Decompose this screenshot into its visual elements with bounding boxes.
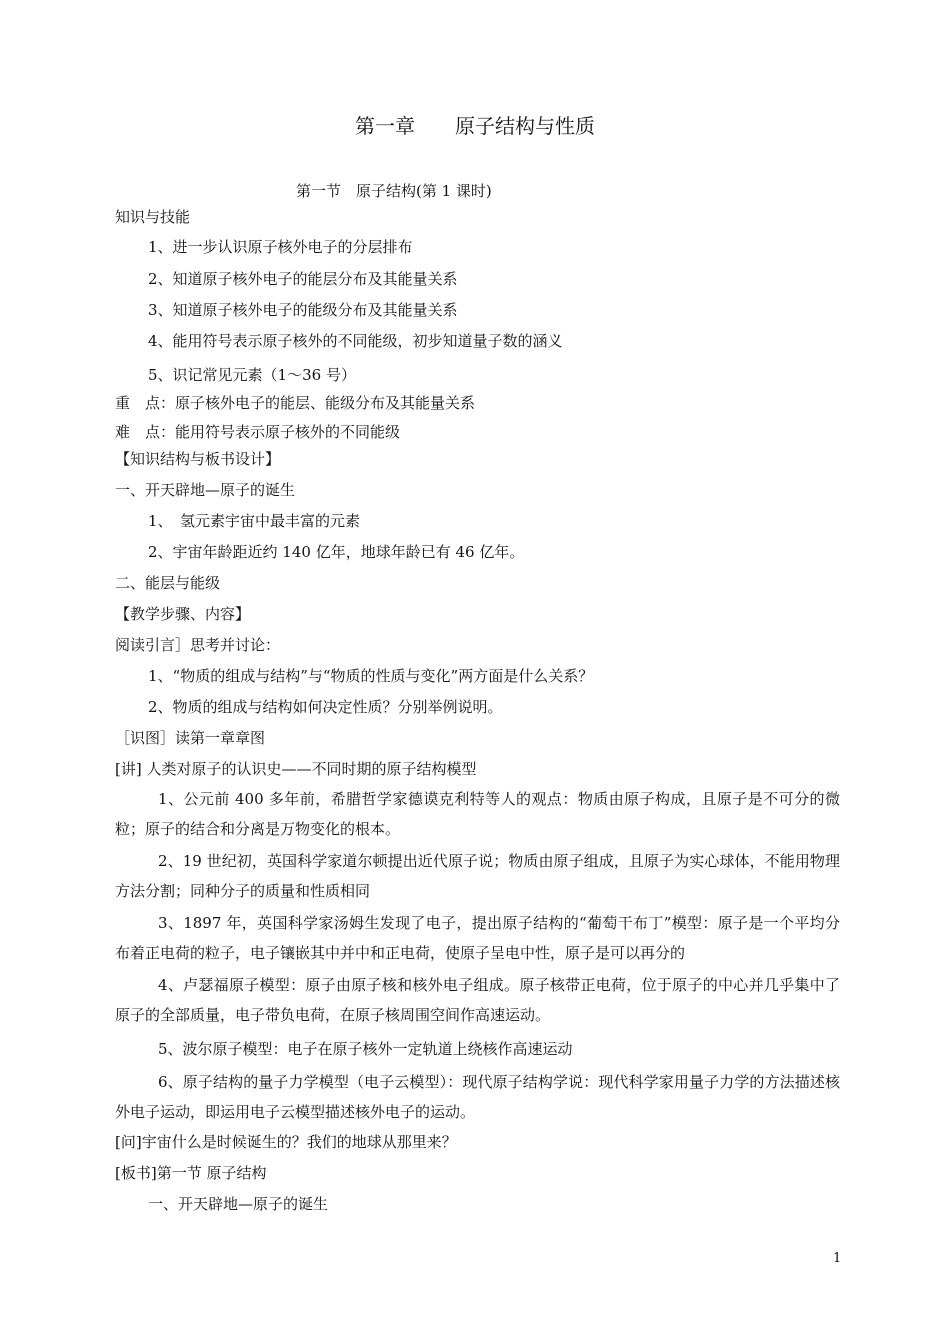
objective-item: 3、知道原子核外电子的能级分布及其能量关系 xyxy=(148,301,458,319)
part2-title: 二、能层与能级 xyxy=(115,574,221,592)
teaching-heading: 【教学步骤、内容】 xyxy=(115,605,251,623)
reading-intro: 阅读引言］思考并讨论： xyxy=(115,636,281,654)
question-line: [问]宇宙什么是时候诞生的？我们的地球从那里来？ xyxy=(115,1133,457,1151)
part1-item: 1、 氢元素宇宙中最丰富的元素 xyxy=(148,512,361,530)
objective-item: 4、能用符号表示原子核外的不同能级，初步知道量子数的涵义 xyxy=(148,332,563,350)
board-item: 一、开天辟地—原子的诞生 xyxy=(148,1195,329,1213)
difficult-point: 难 点：能用符号表示原子核外的不同能级 xyxy=(115,423,401,441)
model-paragraph: 4、卢瑟福原子模型：原子由原子核和核外电子组成。原子核带正电荷，位于原子的中心并几乎集中了原子的全部质量，电子带负电荷，在原子核周围空间作高速运动。 xyxy=(115,976,840,1024)
figure-note: ［识图］读第一章章图 xyxy=(115,729,266,747)
page-number: 1 xyxy=(833,1251,842,1266)
part1-title: 一、开天辟地—原子的诞生 xyxy=(115,481,296,499)
key-point: 重 点：原子核外电子的能层、能级分布及其能量关系 xyxy=(115,394,476,412)
model-paragraph: 3、1897 年，英国科学家汤姆生发现了电子，提出原子结构的“葡萄干布丁”模型：原子是一个平均分布着正电荷的粒子，电子镶嵌其中并中和正电荷，使原子呈电中性，原子是可以再分的 xyxy=(115,914,840,962)
part1-item: 2、宇宙年龄距近约 140 亿年，地球年龄已有 46 亿年。 xyxy=(148,543,525,561)
chapter-title: 第一章 原子结构与性质 xyxy=(355,114,595,138)
objectives-heading: 知识与技能 xyxy=(115,208,191,226)
discussion-question: 1、“物质的组成与结构”与“物质的性质与变化”两方面是什么关系？ xyxy=(148,667,594,685)
structure-heading: 【知识结构与板书设计】 xyxy=(115,450,281,468)
model-paragraph: 6、原子结构的量子力学模型（电子云模型）：现代原子结构学说：现代科学家用量子力学的方法描述核外电子运动，即运用电子云模型描述核外电子的运动。 xyxy=(115,1073,840,1121)
lecture-line: [讲] 人类对原子的认识史——不同时期的原子结构模型 xyxy=(115,760,477,778)
model-paragraph: 1、公元前 400 多年前，希腊哲学家德谟克利特等人的观点：物质由原子构成，且原子是不可分的微粒；原子的结合和分离是万物变化的根本。 xyxy=(115,790,840,838)
model-paragraph: 2、19 世纪初，英国科学家道尔顿提出近代原子说；物质由原子组成，且原子为实心球体，不能用物理方法分割；同种分子的质量和性质相同 xyxy=(115,852,840,900)
section-title: 第一节 原子结构(第 1 课时) xyxy=(296,182,492,200)
objective-item: 1、进一步认识原子核外电子的分层排布 xyxy=(148,238,413,256)
board-note: [板书]第一节 原子结构 xyxy=(115,1164,267,1182)
objective-item: 5、识记常见元素（1～36 号） xyxy=(148,366,356,384)
model-paragraph: 5、波尔原子模型：电子在原子核外一定轨道上绕核作高速运动 xyxy=(158,1040,573,1058)
discussion-question: 2、物质的组成与结构如何决定性质？分别举例说明。 xyxy=(148,698,503,716)
objective-item: 2、知道原子核外电子的能层分布及其能量关系 xyxy=(148,270,458,288)
